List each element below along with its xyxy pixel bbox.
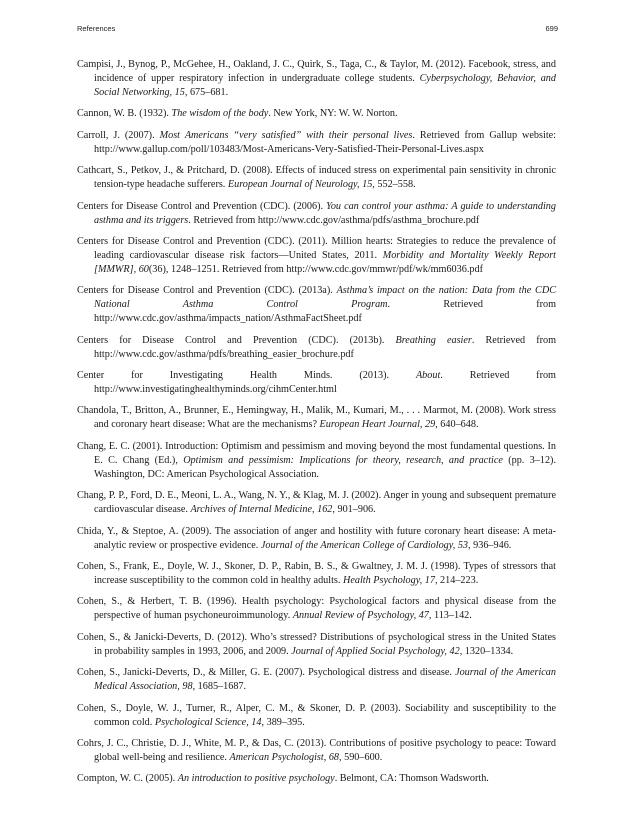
- reference-italic-segment: European Journal of Neurology, 15: [227, 179, 373, 191]
- reference-text-segment: Centers for Disease Control and Prevention (CDC). (2013b).: [77, 334, 396, 346]
- reference-text-segment: Centers for Disease Control and Prevention (CDC). (2006).: [77, 200, 327, 212]
- reference-text-segment: . New York, NY: W. W. Norton.: [268, 108, 398, 120]
- reference-italic-segment: Health Psychology, 17: [342, 574, 435, 586]
- reference-entry: [77, 58, 556, 100]
- reference-text-segment: (pp. 3–12). Washington, DC: American Psychological Association.: [94, 454, 556, 480]
- reference-italic-segment: The wisdom of the body: [171, 108, 269, 120]
- reference-text-segment: Chang, E. C. (2001). Introduction: Optimism and pessimism and moving beyond the most fundamental questions. In E. C. Chang (Ed.),: [77, 440, 556, 466]
- reference-text-segment: Cohen, S., Janicki-Deverts, D., & Miller, G. E. (2007). Psychological distress and disease.: [77, 667, 456, 679]
- reference-text-segment: , 113–142.: [428, 610, 472, 622]
- reference-italic-segment: You can control your asthma: A guide to understanding asthma and its triggers: [94, 200, 556, 226]
- reference-text-segment: Centers for Disease Control and Prevention (CDC). (2013a).: [77, 285, 337, 297]
- reference-list: [77, 58, 556, 794]
- reference-entry: [77, 284, 556, 326]
- reference-italic-segment: Archives of Internal Medicine, 162: [190, 504, 333, 516]
- reference-text-segment: . Retrieved from http://www.cdc.gov/asthma/pdfs/asthma_brochure.pdf: [188, 214, 480, 226]
- reference-italic-segment: Asthma’s impact on the nation: Data from the CDC National Asthma Control Program: [94, 285, 556, 311]
- reference-italic-segment: Journal of the American Medical Association, 98: [94, 667, 556, 693]
- reference-entry: [77, 369, 556, 397]
- reference-text-segment: . Retrieved from http://www.investigatinghealthyminds.org/cihmCenter.html: [94, 370, 556, 395]
- reference-text-segment: (36), 1248–1251. Retrieved from http://www.cdc.gov/mmwr/pdf/wk/mm6036.pdf: [148, 263, 483, 275]
- reference-text-segment: Centers for Disease Control and Prevention (CDC). (2011). Million hearts: Strategies to reduce the prevalence of leading cardiovascular disease risk factors—United States, 2011.: [77, 236, 556, 261]
- reference-text-segment: , 389–395.: [261, 716, 305, 728]
- reference-entry: [77, 489, 556, 517]
- reference-entry: [77, 164, 556, 192]
- reference-text-segment: Chandola, T., Britton, A., Brunner, E., Hemingway, H., Malik, M., Kumari, M., . . . Marmot, M. (2008). Work stress and coronary heart disease: What are the mechanisms?: [77, 405, 556, 431]
- reference-text-segment: Cannon, W. B. (1932).: [77, 108, 172, 120]
- reference-entry: [77, 525, 556, 553]
- reference-text-segment: . Retrieved from http://www.cdc.gov/asthma/pdfs/breathing_easier_brochure.pdf: [94, 334, 556, 360]
- reference-text-segment: . Retrieved from Gallup website: http://www.gallup.com/poll/103483/Most-Americans-Very-Satisfied-Their-Personal-Lives.aspx: [94, 129, 556, 155]
- reference-text-segment: Chang, P. P., Ford, D. E., Meoni, L. A., Wang, N. Y., & Klag, M. J. (2002). Anger in young and subsequent premature cardiovascular disease.: [77, 490, 556, 516]
- running-header: References: [77, 24, 116, 33]
- reference-entry: [77, 235, 556, 277]
- reference-text-segment: Cohen, S., & Herbert, T. B. (1996). Health psychology: Psychological factors and physical disease from the perspective of human psychoneuroimmunology.: [77, 596, 556, 622]
- reference-text-segment: , 214–223.: [434, 574, 479, 586]
- reference-text-segment: , 936–946.: [468, 539, 512, 551]
- reference-italic-segment: Morbidity and Mortality Weekly Report [MMWR], 60: [94, 249, 557, 275]
- reference-text-segment: , 1320–1334.: [459, 645, 514, 657]
- page-number: 699: [545, 24, 558, 33]
- reference-entry: [77, 737, 556, 765]
- reference-text-segment: Cohen, S., & Janicki-Deverts, D. (2012). Who’s stressed? Distributions of psychological stress in the United States in probability samples in 1993, 2006, and 2009.: [77, 631, 556, 657]
- reference-text-segment: , 901–906.: [332, 504, 376, 516]
- reference-entry: [77, 772, 556, 786]
- reference-italic-segment: American Psychologist, 68: [229, 751, 340, 763]
- reference-entry: [77, 107, 556, 121]
- reference-entry: [77, 129, 556, 157]
- reference-entry: [77, 702, 556, 730]
- reference-text-segment: Cohen, S., Doyle, W. J., Turner, R., Alper, C. M., & Skoner, D. P. (2003). Sociability and susceptibility to the common cold.: [77, 702, 556, 728]
- reference-text-segment: , 590–600.: [339, 751, 383, 763]
- reference-text-segment: , 675–681.: [184, 86, 229, 98]
- reference-text-segment: . Retrieved from http://www.cdc.gov/asthma/impacts_nation/AsthmaFactSheet.pdf: [94, 299, 557, 325]
- reference-entry: [77, 404, 556, 432]
- reference-italic-segment: Annual Review of Psychology, 47: [292, 610, 429, 622]
- reference-entry: [77, 595, 556, 623]
- reference-italic-segment: Psychological Science, 14: [154, 716, 262, 728]
- reference-italic-segment: Journal of the American College of Cardiology, 53: [260, 539, 469, 551]
- reference-italic-segment: Optimism and pessimism: Implications for theory, research, and practice: [183, 454, 503, 466]
- reference-text-segment: Cathcart, S., Petkov, J., & Pritchard, D. (2008). Effects of induced stress on experimental pain sensitivity in chronic tension-type headache sufferers.: [77, 165, 556, 191]
- reference-text-segment: Chida, Y., & Steptoe, A. (2009). The association of anger and hostility with future coronary heart disease: A meta-analytic review or prospective evidence.: [77, 525, 556, 551]
- reference-entry: [77, 200, 556, 228]
- reference-text-segment: Compton, W. C. (2005).: [77, 773, 178, 785]
- reference-text-segment: . Belmont, CA: Thomson Wadsworth.: [334, 773, 489, 785]
- reference-text-segment: Carroll, J. (2007).: [77, 129, 160, 141]
- reference-italic-segment: Cyberpsychology, Behavior, and Social Networking, 15: [94, 72, 556, 98]
- reference-italic-segment: About: [415, 370, 441, 382]
- reference-text-segment: , 640–648.: [435, 419, 479, 431]
- reference-text-segment: Center for Investigating Health Minds. (2013).: [77, 370, 416, 382]
- reference-italic-segment: An introduction to positive psychology: [177, 773, 335, 785]
- reference-entry: [77, 334, 556, 362]
- reference-text-segment: , 1685–1687.: [192, 681, 247, 693]
- reference-italic-segment: European Heart Journal, 29: [319, 419, 436, 431]
- reference-text-segment: Cohrs, J. C., Christie, D. J., White, M. P., & Das, C. (2013). Contributions of positive psychology to peace: Toward global well-being and resilience.: [77, 738, 556, 763]
- reference-text-segment: , 552–558.: [372, 179, 416, 191]
- reference-text-segment: Campisi, J., Bynog, P., McGehee, H., Oakland, J. C., Quirk, S., Taga, C., & Taylor, M. (2012). Facebook, stress, and incidence of upper respiratory infection in undergraduate college students.: [77, 59, 556, 84]
- reference-entry: [77, 631, 556, 659]
- reference-italic-segment: Journal of Applied Social Psychology, 42: [291, 645, 460, 657]
- reference-text-segment: Cohen, S., Frank, E., Doyle, W. J., Skoner, D. P., Rabin, B. S., & Gwaltney, J. M. J. (1998). Types of stressors that increase susceptibility to the common cold in healthy adults.: [77, 561, 556, 586]
- reference-entry: [77, 560, 556, 588]
- reference-entry: [77, 666, 556, 694]
- reference-entry: [77, 440, 556, 482]
- reference-italic-segment: Most Americans “very satisfied” with their personal lives: [159, 129, 413, 141]
- reference-italic-segment: Breathing easier: [395, 334, 472, 346]
